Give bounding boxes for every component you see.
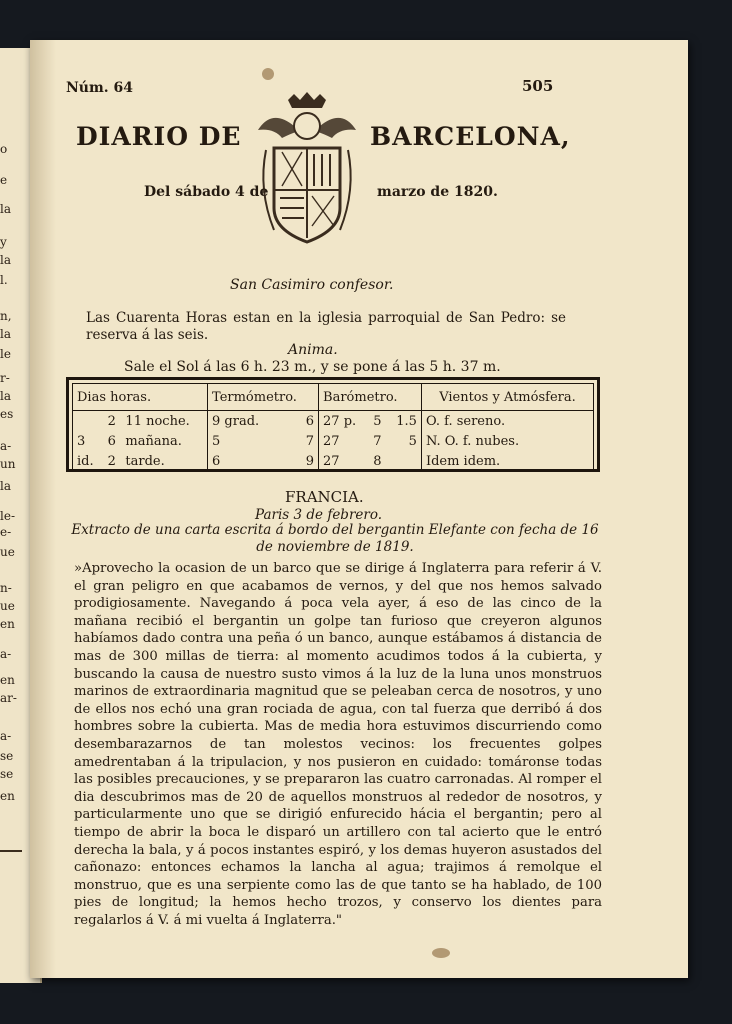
issue-number: Núm. 64 bbox=[66, 80, 134, 96]
left-page-text-fragment: ue bbox=[0, 599, 15, 613]
weather-cell-wind: Idem idem. bbox=[425, 453, 501, 469]
masthead-title-right: BARCELONA, bbox=[370, 122, 571, 151]
weather-cell-t2: 7 bbox=[293, 431, 319, 451]
weather-cell-t1: 5 bbox=[212, 433, 221, 449]
weather-cell-day: id. bbox=[77, 453, 94, 469]
left-page-text-fragment: la bbox=[0, 327, 11, 341]
left-page-text-fragment: e- bbox=[0, 525, 12, 539]
left-page-text-fragment: se bbox=[0, 749, 14, 763]
weather-table bbox=[66, 377, 600, 472]
weather-cell-wind: N. O. f. nubes. bbox=[425, 433, 520, 449]
section-heading: FRANCIA. bbox=[285, 488, 364, 506]
weather-row bbox=[73, 431, 594, 451]
left-page-text-fragment: l. bbox=[0, 273, 8, 287]
left-page-text-fragment: se bbox=[0, 767, 14, 781]
anima-label: Anima. bbox=[288, 342, 338, 358]
left-page-text-fragment: y bbox=[0, 235, 7, 249]
issue-date-day: Del sábado 4 de bbox=[144, 184, 269, 200]
left-page-text-fragment: a- bbox=[0, 729, 12, 743]
weather-cell-t2: 6 bbox=[293, 411, 319, 432]
weather-cell-t1: 9 grad. bbox=[212, 413, 260, 429]
divider-line bbox=[0, 850, 22, 852]
ink-stain bbox=[262, 68, 274, 80]
left-page-text-fragment: en bbox=[0, 673, 15, 687]
column-header: Termómetro. bbox=[208, 384, 319, 411]
left-page-text-fragment: la bbox=[0, 253, 11, 267]
left-page-text-fragment: un bbox=[0, 457, 16, 471]
left-page-text-fragment: en bbox=[0, 789, 15, 803]
weather-cell-hour: 2 bbox=[107, 413, 116, 429]
left-page-text-fragment: o bbox=[0, 142, 8, 156]
weather-cell-time: tarde. bbox=[121, 451, 207, 472]
left-page-text-fragment: ar- bbox=[0, 691, 17, 705]
sunrise-sunset: Sale el Sol á las 6 h. 23 m., y se pone á las 5 h. 37 m. bbox=[124, 359, 501, 375]
weather-cell-hour: 6 bbox=[107, 433, 116, 449]
weather-cell-hour: 2 bbox=[107, 453, 116, 469]
weather-cell-b1: 27 bbox=[323, 453, 340, 469]
column-header: Barómetro. bbox=[319, 384, 422, 411]
weather-cell-b2: 8 bbox=[373, 453, 382, 469]
left-page-text-fragment: le bbox=[0, 347, 11, 361]
weather-cell-b1: 27 p. bbox=[323, 413, 357, 429]
left-page-text-fragment: es bbox=[0, 407, 14, 421]
weather-cell-t1: 6 bbox=[212, 453, 221, 469]
left-page-text-fragment: r- bbox=[0, 371, 10, 385]
weather-cell-b3: 5 bbox=[387, 431, 421, 451]
left-page-text-fragment: e bbox=[0, 173, 8, 187]
left-page-text-fragment: n- bbox=[0, 581, 12, 595]
weather-cell-b2: 7 bbox=[373, 433, 382, 449]
article-body: »Aprovecho la ocasion de un barco que se dirige á Inglaterra para referir á V. el gran peligro en que acabamos de vernos, y del que nos hemos salvado prodigiosamente. Navegando á poca vela ayer, á eso de las cinco de la mañana recibió el bergantin un golpe tan furioso que creyeron algunos habíamos dado contra una peña ó un banco, aunque estábamos á distancia de mas de 300 millas de tierra: al momento acudimos todos á la cubierta, y buscando la causa de nuestro susto vimos á la luz de la luna unos monstruos marinos de extraordinaria magnitud que se peleaban cerca de nosotros, y uno de ellos nos echó una gran rociada de agua, con tal fuerza que derribó á dos hombres sobre la cubierta. Mas de media hora estuvimos discurriendo como desembarazarnos de tan molestos vecinos: los frecuentes golpes amedrentaban á la tripulacion, y nos pusieron en cuidado: tomáronse todas las posibles precauciones, y se prepararon las cuatro carronadas. Al romper el dia descubrimos mas de 20 de aquellos monstruos al rededor de nosotros, y particularmente uno que se dirigió enfurecido hácia el bergantin; pero al tiempo de abrir la boca le disparó un artillero con tal acierto que le entró derecha la bala, y á pocos instantes espiró, y los demas huyeron asustados del cañonazo: entonces echamos la lancha al agua; trajimos á remolque el monstruo, que es una serpiente como las de que tanto se ha hablado, de 100 pies de longitud; la hemos hecho trozos, y conservo los dientes para regalarlos á V. á mi vuelta á Inglaterra." bbox=[74, 561, 602, 928]
dateline: Paris 3 de febrero. bbox=[255, 507, 383, 523]
forty-hours-notice: Las Cuarenta Horas estan en la iglesia parroquial de San Pedro: se reserva á las seis. bbox=[86, 310, 566, 343]
left-page-text-fragment: la bbox=[0, 202, 11, 216]
coat-of-arms-icon bbox=[252, 90, 362, 254]
weather-row bbox=[73, 451, 594, 472]
ink-stain bbox=[432, 948, 450, 958]
weather-cell-day bbox=[73, 411, 103, 432]
article-subtitle: Extracto de una carta escrita á bordo del bergantin Elefante con fecha de 16 de noviembre de 1819. bbox=[71, 522, 599, 555]
weather-cell-wind: O. f. sereno. bbox=[425, 413, 506, 429]
weather-cell-t2: 9 bbox=[293, 451, 319, 472]
weather-cell-b3 bbox=[387, 451, 421, 472]
weather-cell-b2: 5 bbox=[373, 413, 382, 429]
weather-cell-time: 11 noche. bbox=[121, 411, 207, 432]
issue-date-month: marzo de 1820. bbox=[377, 184, 498, 200]
newspaper-page bbox=[30, 40, 688, 978]
saint-of-day: San Casimiro confesor. bbox=[230, 277, 394, 293]
column-header: Vientos y Atmósfera. bbox=[421, 384, 593, 411]
left-page-text-fragment: le- bbox=[0, 509, 15, 523]
weather-cell-time: mañana. bbox=[121, 431, 207, 451]
masthead-title-left: DIARIO DE bbox=[76, 122, 242, 151]
left-page-text-fragment: la bbox=[0, 389, 11, 403]
weather-cell-day: 3 bbox=[77, 433, 86, 449]
left-page-text-fragment: n, bbox=[0, 309, 12, 323]
left-page-text-fragment: en bbox=[0, 617, 15, 631]
column-header: Dias horas. bbox=[73, 384, 208, 411]
left-page-text-fragment: a- bbox=[0, 647, 12, 661]
weather-cell-b3: 1.5 bbox=[387, 411, 421, 432]
left-page-text-fragment: la bbox=[0, 479, 11, 493]
weather-row bbox=[73, 411, 594, 432]
left-page-text-fragment: a- bbox=[0, 439, 12, 453]
left-page-text-fragment: ue bbox=[0, 545, 15, 559]
page-number: 505 bbox=[522, 77, 554, 95]
weather-cell-b1: 27 bbox=[323, 433, 340, 449]
